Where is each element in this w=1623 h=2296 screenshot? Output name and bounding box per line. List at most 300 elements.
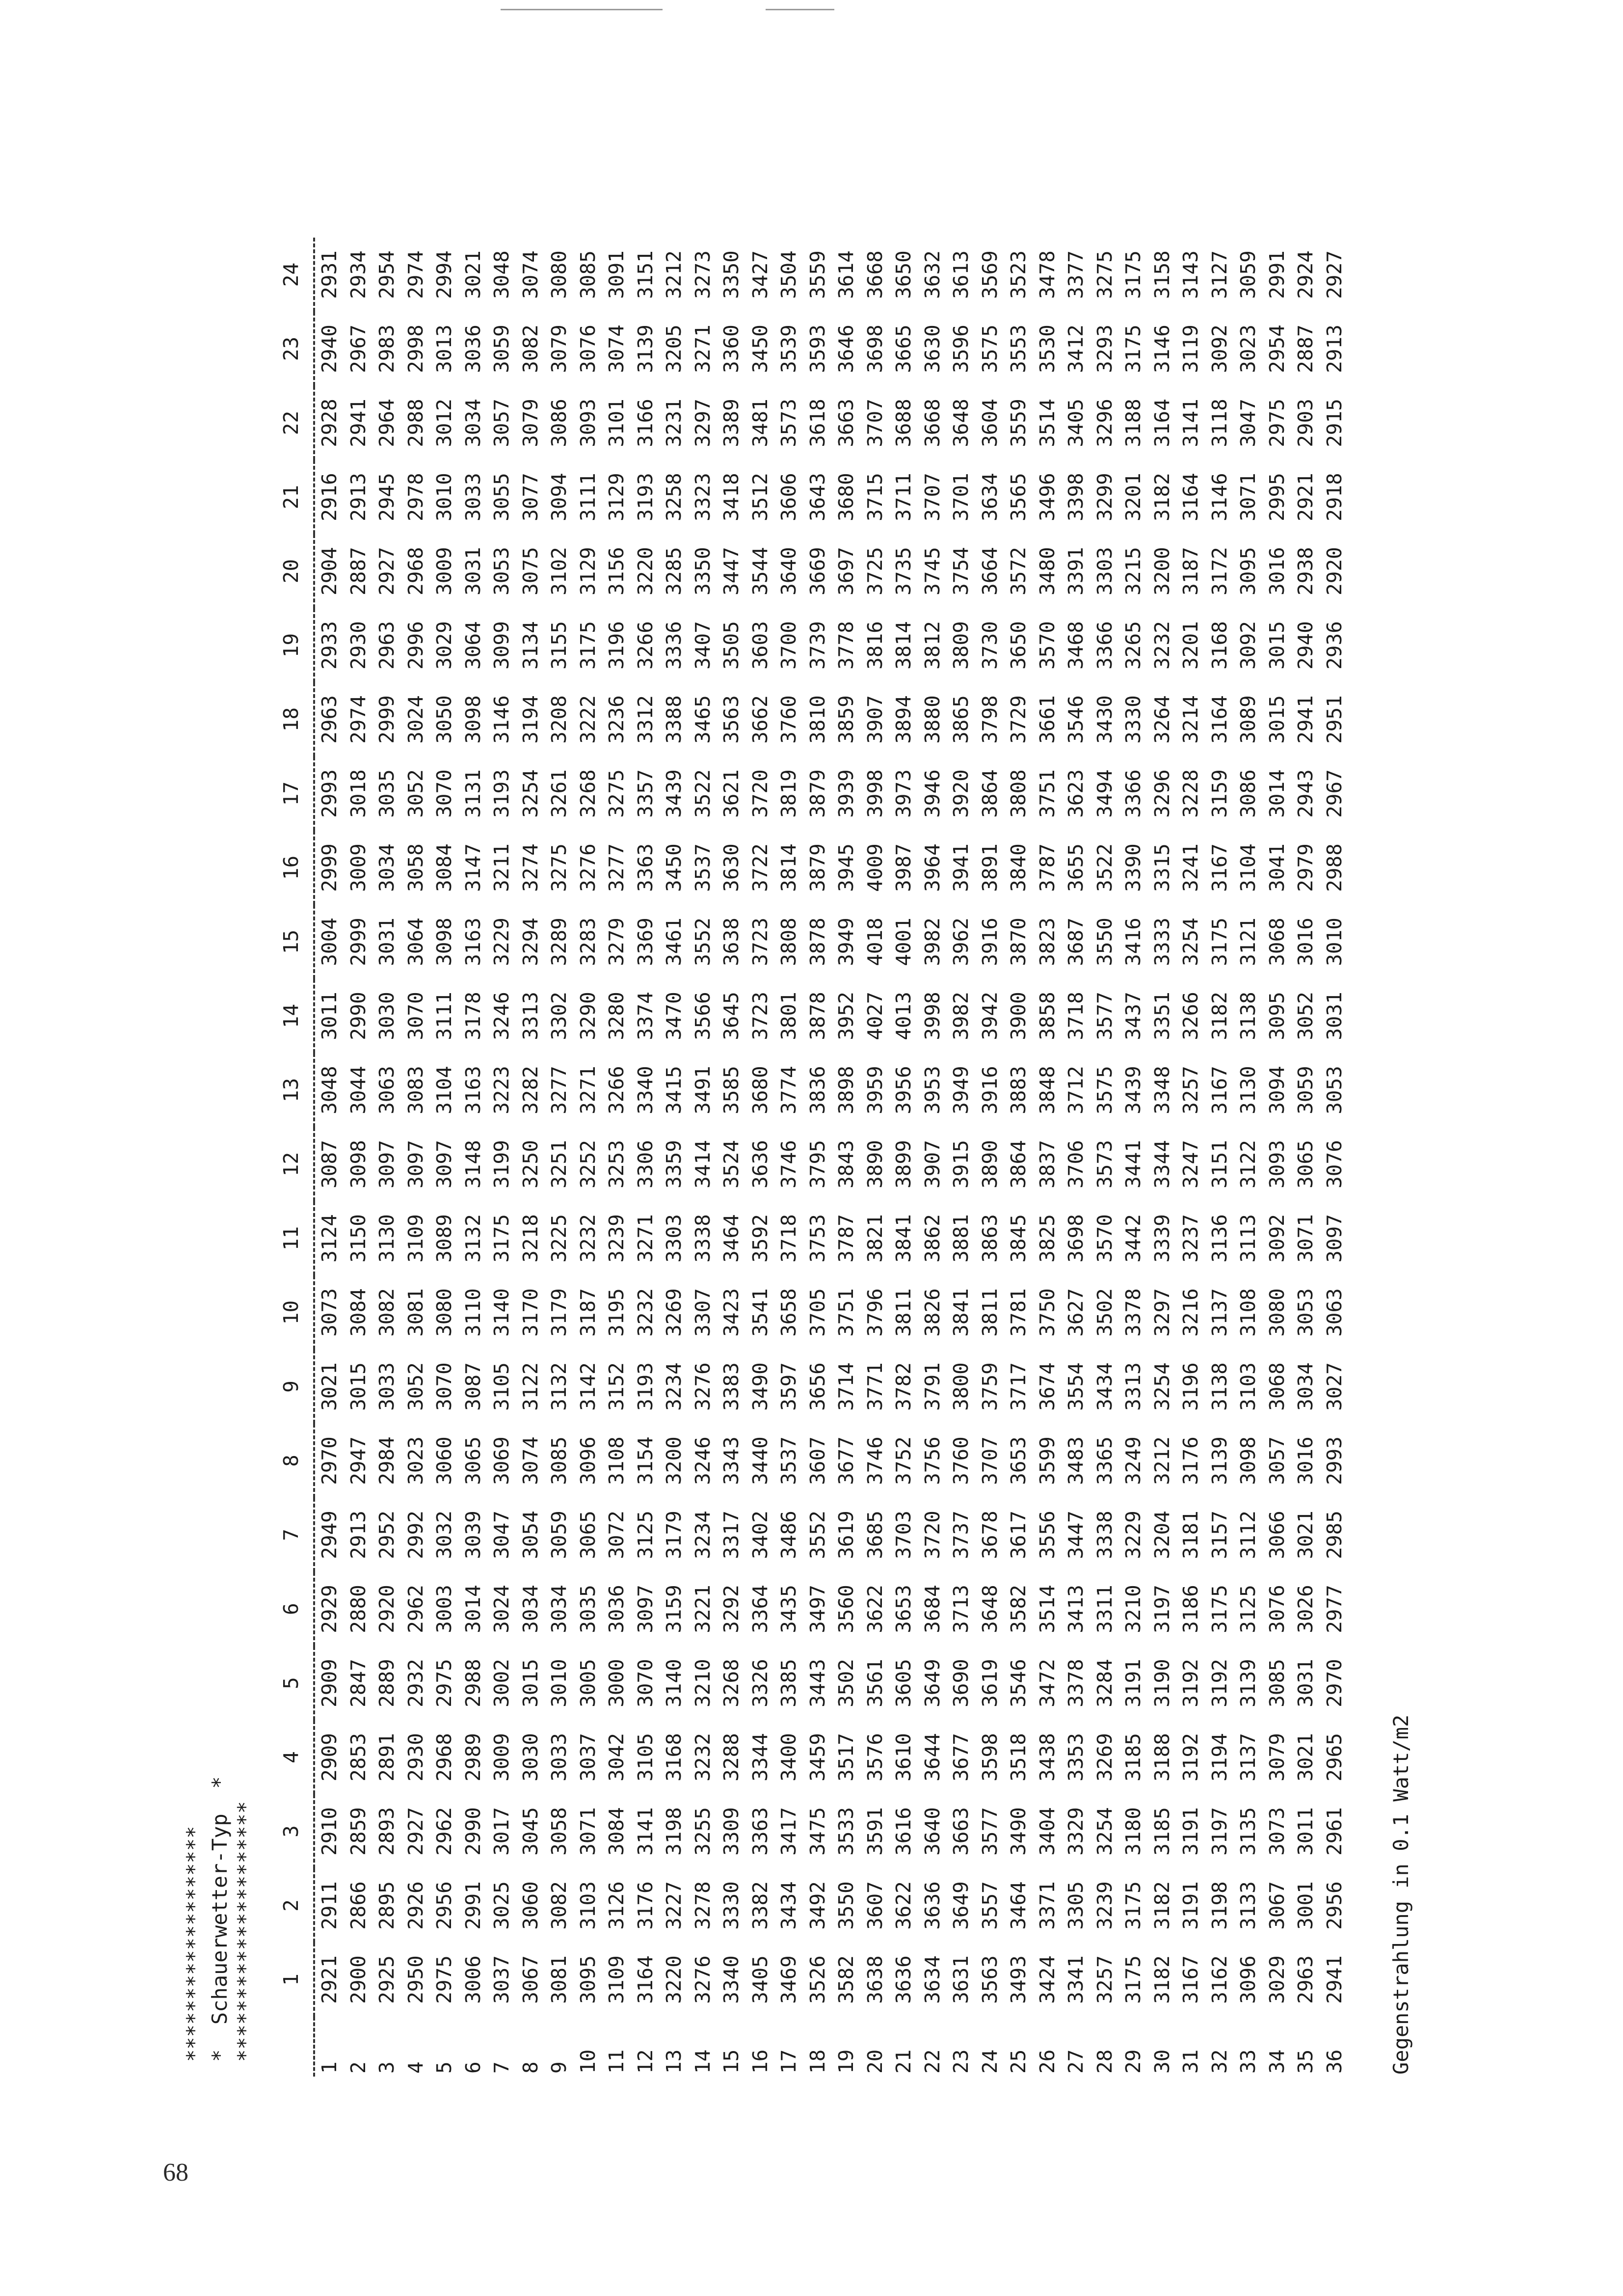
- table-cell: 3146: [1207, 473, 1231, 521]
- table-cell: 3941: [949, 843, 973, 892]
- table-cell: 3091: [605, 250, 628, 299]
- table-cell: 2913: [1322, 324, 1346, 373]
- table-cell: 3987: [892, 843, 915, 892]
- row-number: 26: [1035, 2049, 1059, 2074]
- table-cell: 3182: [1150, 1955, 1174, 2004]
- table-cell: 3175: [490, 1214, 513, 1263]
- column-header: 18: [279, 707, 303, 732]
- table-cell: 3268: [719, 1659, 743, 1707]
- table-cell: 3604: [978, 399, 1002, 447]
- table-cell: 3246: [691, 1436, 715, 1485]
- table-cell: 3533: [834, 1807, 858, 1856]
- table-cell: 3158: [1150, 250, 1174, 299]
- table-cell: 3191: [1179, 1881, 1202, 1930]
- table-cell: 3920: [949, 769, 973, 818]
- table-cell: 3034: [375, 843, 399, 892]
- table-cell: 3329: [1064, 1807, 1088, 1856]
- table-cell: 2985: [1322, 1511, 1346, 1559]
- table-cell: 3139: [1236, 1659, 1260, 1707]
- table-cell: 3168: [662, 1733, 686, 1782]
- table-row: [1033, 238, 1062, 2077]
- table-cell: 3597: [777, 1362, 800, 1411]
- table-cell: 3440: [748, 1436, 772, 1485]
- table-cell: 2934: [346, 250, 370, 299]
- table-cell: 3044: [346, 1066, 370, 1114]
- table-cell: 3135: [1236, 1807, 1260, 1856]
- table-cell: 2936: [1322, 621, 1346, 670]
- table-cell: 3746: [863, 1436, 887, 1485]
- table-cell: 3034: [461, 399, 485, 447]
- table-cell: 3127: [1207, 250, 1231, 299]
- table-cell: 3760: [777, 695, 800, 744]
- table-row: [889, 238, 918, 2077]
- table-cell: 2949: [314, 1498, 344, 1572]
- table-cell: 4018: [863, 918, 887, 966]
- table-cell: 3890: [978, 1140, 1002, 1189]
- table-cell: 3563: [978, 1955, 1002, 2004]
- table-cell: 3175: [576, 621, 600, 670]
- table-cell: 2932: [403, 1659, 427, 1707]
- table-cell: 3147: [461, 843, 485, 892]
- table-cell: 3064: [461, 621, 485, 670]
- table-cell: 3031: [375, 918, 399, 966]
- table-cell: 3065: [1294, 1140, 1317, 1189]
- table-cell: 3079: [1265, 1733, 1289, 1782]
- table-cell: 2926: [403, 1881, 427, 1930]
- row-number: 20: [863, 2049, 887, 2074]
- row-number: 19: [834, 2049, 858, 2074]
- table-cell: 3058: [403, 843, 427, 892]
- table-cell: 3653: [1007, 1436, 1030, 1485]
- radiation-table: [269, 238, 1349, 2077]
- table-cell: 3435: [777, 1585, 800, 1633]
- table-cell: 3122: [518, 1362, 542, 1411]
- table-cell: 3191: [1121, 1659, 1145, 1707]
- table-cell: 3011: [1294, 1807, 1317, 1856]
- table-cell: 3155: [547, 621, 571, 670]
- table-cell: 3441: [1121, 1140, 1145, 1189]
- table-cell: 3718: [777, 1214, 800, 1263]
- table-cell: 4009: [863, 843, 887, 892]
- table-cell: 2925: [375, 1955, 399, 2004]
- table-cell: 2918: [1322, 473, 1346, 521]
- table-cell: 3025: [490, 1881, 513, 1930]
- table-cell: 2999: [314, 831, 344, 905]
- table-cell: 3341: [1064, 1955, 1088, 2004]
- table-row: [1234, 238, 1263, 2077]
- column-header: 17: [279, 781, 303, 806]
- table-cell: 3607: [805, 1436, 829, 1485]
- table-cell: 2911: [314, 1868, 344, 1943]
- table-cell: 3255: [691, 1807, 715, 1856]
- table-cell: 3573: [1092, 1140, 1117, 1189]
- table-cell: 3266: [1179, 992, 1202, 1040]
- table-cell: 3450: [662, 843, 686, 892]
- table-cell: 3069: [490, 1436, 513, 1485]
- table-cell: 3514: [1035, 399, 1059, 447]
- type-banner: [182, 1776, 258, 2062]
- table-cell: 3076: [576, 324, 600, 373]
- table-cell: 4027: [863, 992, 887, 1040]
- table-cell: 3720: [920, 1511, 944, 1559]
- table-cell: 3254: [1150, 1362, 1174, 1411]
- table-row: [947, 238, 976, 2077]
- table-cell: 3353: [1064, 1733, 1088, 1782]
- table-cell: 3998: [863, 769, 887, 818]
- table-cell: 3881: [949, 1214, 973, 1263]
- table-cell: 3034: [1294, 1362, 1317, 1411]
- table-cell: 3810: [805, 695, 829, 744]
- table-cell: 2970: [1322, 1659, 1346, 1707]
- table-cell: 3140: [490, 1288, 513, 1337]
- table-cell: 3284: [1092, 1659, 1117, 1707]
- table-cell: 3192: [1179, 1659, 1202, 1707]
- table-cell: 3097: [633, 1585, 657, 1633]
- column-header: 1: [279, 1973, 303, 1986]
- table-cell: 3175: [1121, 1881, 1145, 1930]
- table-cell: 3306: [633, 1140, 657, 1189]
- table-cell: 3273: [691, 250, 715, 299]
- row-number: 12: [633, 2049, 657, 2074]
- table-cell: 3417: [777, 1807, 800, 1856]
- table-cell: 3350: [719, 250, 743, 299]
- table-caption: Gegenstrahlung in 0.1 Watt/m2: [1389, 1714, 1413, 2075]
- table-cell: 3030: [518, 1733, 542, 1782]
- row-number: 35: [1294, 2049, 1317, 2074]
- table-cell: 3136: [1207, 1214, 1231, 1263]
- table-cell: 3059: [1236, 250, 1260, 299]
- table-cell: 3113: [1236, 1214, 1260, 1263]
- table-cell: 3801: [777, 992, 800, 1040]
- table-cell: 3103: [1236, 1362, 1260, 1411]
- table-cell: 3200: [662, 1436, 686, 1485]
- table-cell: 3143: [1179, 250, 1202, 299]
- column-header: 16: [279, 855, 303, 880]
- table-cell: 2940: [1294, 621, 1317, 670]
- table-cell: 3593: [805, 324, 829, 373]
- table-cell: 2999: [375, 695, 399, 744]
- table-cell: 3759: [978, 1362, 1002, 1411]
- table-cell: 3009: [432, 547, 456, 595]
- table-row: [602, 238, 631, 2077]
- table-cell: 3254: [1179, 918, 1202, 966]
- table-cell: 3192: [1179, 1733, 1202, 1782]
- table-cell: 2968: [403, 547, 427, 595]
- table-cell: 2951: [1322, 695, 1346, 744]
- table-cell: 3863: [978, 1214, 1002, 1263]
- row-number: 36: [1322, 2049, 1346, 2074]
- table-cell: 3715: [863, 473, 887, 521]
- table-cell: 3703: [892, 1511, 915, 1559]
- table-cell: 3011: [314, 979, 344, 1053]
- table-cell: 3497: [805, 1585, 829, 1633]
- table-cell: 3575: [1092, 1066, 1117, 1114]
- table-cell: 3247: [1179, 1140, 1202, 1189]
- table-cell: 3787: [1035, 843, 1059, 892]
- table-cell: 3154: [633, 1436, 657, 1485]
- table-cell: 3575: [978, 324, 1002, 373]
- table-cell: 3053: [490, 547, 513, 595]
- table-cell: 3005: [576, 1659, 600, 1707]
- table-cell: 3369: [633, 918, 657, 966]
- table-cell: 3283: [576, 918, 600, 966]
- table-cell: 3081: [403, 1288, 427, 1337]
- table-cell: 3093: [1265, 1140, 1289, 1189]
- table-cell: 3010: [432, 473, 456, 521]
- table-cell: 3746: [777, 1140, 800, 1189]
- table-row: [1004, 238, 1033, 2077]
- table-cell: 2893: [375, 1807, 399, 1856]
- table-cell: 3364: [748, 1585, 772, 1633]
- table-cell: 3122: [1236, 1140, 1260, 1189]
- table-cell: 3010: [547, 1659, 571, 1707]
- table-row: [861, 238, 890, 2077]
- table-cell: 3751: [834, 1288, 858, 1337]
- table-cell: 3225: [547, 1214, 571, 1263]
- table-cell: 2928: [314, 386, 344, 460]
- table-cell: 3303: [1092, 547, 1117, 595]
- table-cell: 3277: [605, 843, 628, 892]
- table-cell: 3737: [949, 1511, 973, 1559]
- table-cell: 3541: [748, 1288, 772, 1337]
- table-cell: 3166: [633, 399, 657, 447]
- table-cell: 4013: [892, 992, 915, 1040]
- table-cell: 3175: [1121, 250, 1145, 299]
- table-cell: 2990: [461, 1807, 485, 1856]
- table-cell: 2968: [432, 1733, 456, 1782]
- table-cell: 3053: [1294, 1288, 1317, 1337]
- table-cell: 3059: [490, 324, 513, 373]
- table-cell: 3424: [1035, 1955, 1059, 2004]
- table-cell: 3102: [547, 547, 571, 595]
- table-cell: 3464: [1007, 1881, 1030, 1930]
- table-cell: 3015: [1265, 695, 1289, 744]
- table-cell: 3668: [920, 399, 944, 447]
- table-cell: 3041: [1265, 843, 1289, 892]
- table-cell: 3414: [691, 1140, 715, 1189]
- table-cell: 3472: [1035, 1659, 1059, 1707]
- table-row: [832, 238, 861, 2077]
- table-cell: 3285: [662, 547, 686, 595]
- table-cell: 3254: [518, 769, 542, 818]
- table-cell: 3550: [834, 1881, 858, 1930]
- table-cell: 3252: [576, 1140, 600, 1189]
- table-cell: 3400: [777, 1733, 800, 1782]
- table-cell: 3340: [719, 1955, 743, 2004]
- table-cell: 2963: [375, 621, 399, 670]
- table-cell: 3118: [1207, 399, 1231, 447]
- column-header: 10: [279, 1300, 303, 1325]
- table-cell: 3899: [892, 1140, 915, 1189]
- table-cell: 3330: [719, 1881, 743, 1930]
- table-cell: 3001: [1294, 1881, 1317, 1930]
- table-cell: 3701: [949, 473, 973, 521]
- table-cell: 3490: [748, 1362, 772, 1411]
- table-cell: 3998: [920, 992, 944, 1040]
- table-cell: 3016: [1294, 918, 1317, 966]
- table-cell: 2950: [403, 1955, 427, 2004]
- table-cell: 3109: [403, 1214, 427, 1263]
- table-cell: 3522: [1092, 843, 1117, 892]
- table-cell: 3024: [403, 695, 427, 744]
- table-cell: 3199: [490, 1140, 513, 1189]
- column-header: 2: [279, 1899, 303, 1912]
- table-cell: 2920: [375, 1585, 399, 1633]
- table-row: [803, 238, 832, 2077]
- table-cell: 3057: [490, 399, 513, 447]
- row-number: 5: [432, 2061, 456, 2074]
- table-cell: 3013: [432, 324, 456, 373]
- table-cell: 2970: [314, 1424, 344, 1498]
- table-cell: 3269: [1092, 1733, 1117, 1782]
- table-cell: 3200: [1150, 547, 1174, 595]
- table-cell: 3390: [1121, 843, 1145, 892]
- table-cell: 3312: [633, 695, 657, 744]
- table-cell: 3494: [1092, 769, 1117, 818]
- table-cell: 3561: [863, 1659, 887, 1707]
- table-cell: 3840: [1007, 843, 1030, 892]
- table-cell: 3195: [605, 1288, 628, 1337]
- table-cell: 3193: [633, 473, 657, 521]
- table-cell: 3288: [719, 1733, 743, 1782]
- table-cell: 2988: [403, 399, 427, 447]
- table-cell: 3550: [1092, 918, 1117, 966]
- table-cell: 3138: [1236, 992, 1260, 1040]
- table-cell: 3119: [1179, 324, 1202, 373]
- table-cell: 3296: [1150, 769, 1174, 818]
- table-cell: 3068: [1265, 918, 1289, 966]
- table-cell: 3617: [1007, 1511, 1030, 1559]
- table-cell: 3279: [605, 918, 628, 966]
- row-number: 30: [1150, 2049, 1174, 2074]
- table-cell: 3239: [1092, 1881, 1117, 1930]
- table-cell: 3711: [892, 473, 915, 521]
- table-cell: 3705: [805, 1288, 829, 1337]
- table-cell: 3382: [748, 1881, 772, 1930]
- table-cell: 3388: [662, 695, 686, 744]
- row-number: 8: [518, 2061, 542, 2074]
- column-header: 5: [279, 1677, 303, 1689]
- table-cell: 3631: [949, 1955, 973, 2004]
- table-header: [269, 238, 314, 2077]
- table-cell: 3216: [1179, 1288, 1202, 1337]
- table-cell: 2954: [1265, 324, 1289, 373]
- table-cell: 3663: [834, 399, 858, 447]
- table-cell: 3366: [1092, 621, 1117, 670]
- table-cell: 3552: [691, 918, 715, 966]
- table-cell: 3522: [691, 769, 715, 818]
- table-cell: 3459: [805, 1733, 829, 1782]
- table-cell: 3280: [605, 992, 628, 1040]
- table-row: [430, 238, 459, 2077]
- table-row: [1091, 238, 1119, 2077]
- table-cell: 3720: [748, 769, 772, 818]
- table-cell: 3163: [461, 1066, 485, 1114]
- table-cell: 3371: [1035, 1881, 1059, 1930]
- table-cell: 3750: [1035, 1288, 1059, 1337]
- table-cell: 3302: [547, 992, 571, 1040]
- table-cell: 3787: [834, 1214, 858, 1263]
- table-cell: 3311: [1092, 1585, 1117, 1633]
- table-row: [1176, 238, 1205, 2077]
- table-cell: 3606: [777, 473, 800, 521]
- table-cell: 3009: [490, 1733, 513, 1782]
- table-row: [774, 238, 803, 2077]
- table-cell: 3752: [892, 1436, 915, 1485]
- table-cell: 3900: [1007, 992, 1030, 1040]
- table-cell: 2909: [314, 1720, 344, 1794]
- table-cell: 3031: [1322, 992, 1346, 1040]
- table-cell: 3774: [777, 1066, 800, 1114]
- table-cell: 3073: [314, 1275, 344, 1350]
- table-cell: 3907: [920, 1140, 944, 1189]
- table-cell: 3201: [1179, 621, 1202, 670]
- table-body: [314, 238, 1349, 2077]
- table-cell: 3065: [461, 1436, 485, 1485]
- table-cell: 3080: [1265, 1288, 1289, 1337]
- table-cell: 3858: [1035, 992, 1059, 1040]
- table-cell: 3196: [1179, 1362, 1202, 1411]
- table-cell: 2927: [403, 1807, 427, 1856]
- table-cell: 3415: [662, 1066, 686, 1114]
- table-cell: 3016: [1294, 1436, 1317, 1485]
- table-cell: 3064: [403, 918, 427, 966]
- table-cell: 3518: [1007, 1733, 1030, 1782]
- table-cell: 2994: [432, 250, 456, 299]
- table-cell: 2891: [375, 1733, 399, 1782]
- table-cell: 3621: [719, 769, 743, 818]
- table-cell: 3006: [461, 1955, 485, 2004]
- table-cell: 3566: [691, 992, 715, 1040]
- table-cell: 3190: [1150, 1659, 1174, 1707]
- table-cell: 3880: [920, 695, 944, 744]
- table-cell: 3000: [605, 1659, 628, 1707]
- table-cell: 3326: [748, 1659, 772, 1707]
- table-cell: 3613: [949, 250, 973, 299]
- table-cell: 3359: [662, 1140, 686, 1189]
- table-cell: 3753: [805, 1214, 829, 1263]
- table-cell: 2975: [1265, 399, 1289, 447]
- table-cell: 2941: [346, 399, 370, 447]
- table-cell: 3378: [1121, 1288, 1145, 1337]
- table-cell: 3730: [978, 621, 1002, 670]
- table-cell: 3274: [518, 843, 542, 892]
- table-cell: 3072: [605, 1511, 628, 1559]
- table-cell: 2963: [314, 682, 344, 756]
- table-cell: 3916: [978, 1066, 1002, 1114]
- table-cell: 3864: [1007, 1140, 1030, 1189]
- table-cell: 3798: [978, 695, 1002, 744]
- table-cell: 3644: [920, 1733, 944, 1782]
- table-cell: 3112: [1236, 1511, 1260, 1559]
- table-cell: 3141: [633, 1807, 657, 1856]
- table-cell: 3097: [432, 1140, 456, 1189]
- table-cell: 3014: [1265, 769, 1289, 818]
- table-cell: 3585: [719, 1066, 743, 1114]
- table-cell: 3220: [633, 547, 657, 595]
- table-cell: 3504: [777, 250, 800, 299]
- table-cell: 3819: [777, 769, 800, 818]
- table-cell: 3339: [1150, 1214, 1174, 1263]
- table-cell: 3055: [490, 473, 513, 521]
- column-header: 8: [279, 1455, 303, 1467]
- table-cell: 3089: [432, 1214, 456, 1263]
- table-cell: 3879: [805, 843, 829, 892]
- table-cell: 3559: [1007, 399, 1030, 447]
- table-cell: 3210: [691, 1659, 715, 1707]
- table-row: [545, 238, 574, 2077]
- table-cell: 2967: [1322, 769, 1346, 818]
